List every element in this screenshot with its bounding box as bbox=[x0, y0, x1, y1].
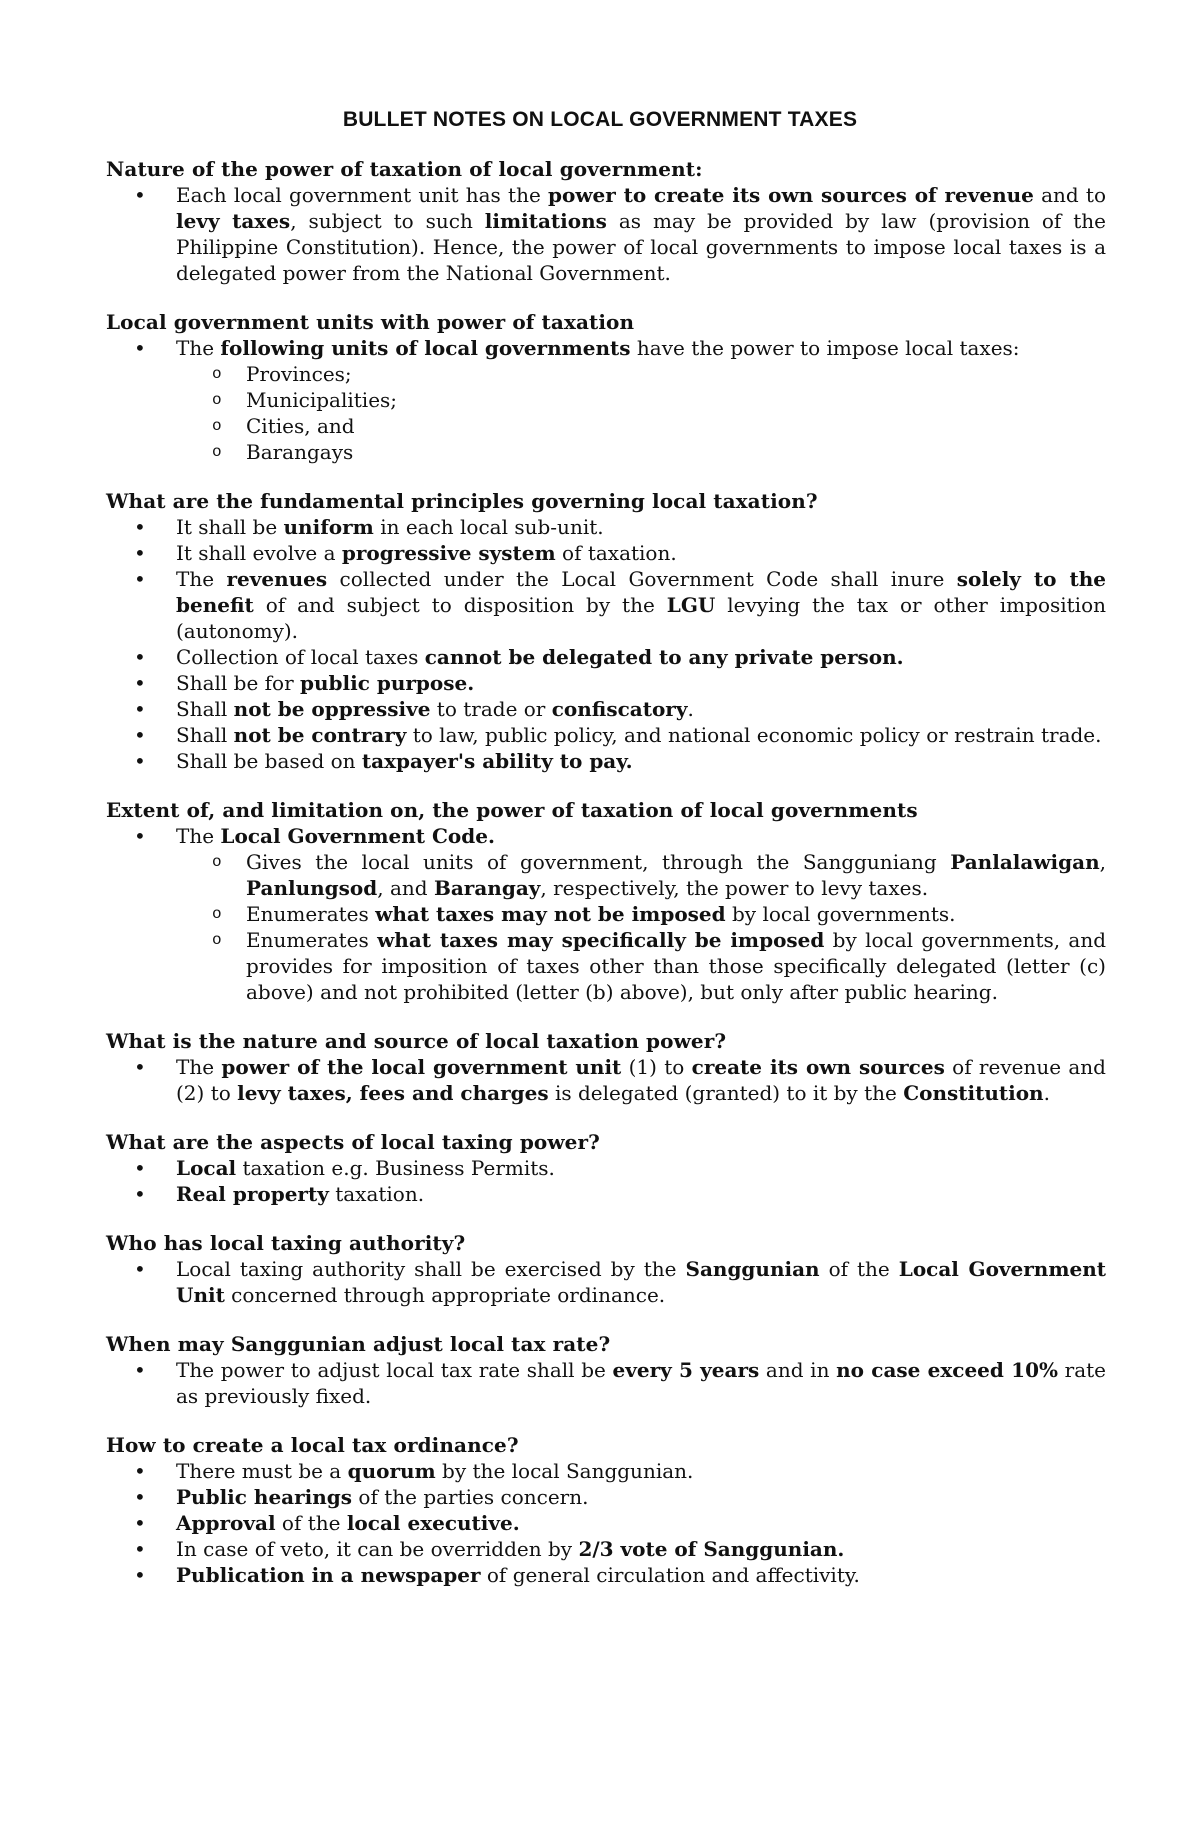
text-run: Shall bbox=[176, 723, 234, 747]
bold-run: Constitution bbox=[903, 1081, 1044, 1105]
text-run: , respectively, the power to levy taxes. bbox=[540, 876, 929, 900]
bullet-list bbox=[106, 514, 1106, 774]
text-run: and to bbox=[1033, 183, 1107, 207]
section-fundamental-principles bbox=[106, 488, 1106, 774]
section-heading: What are the fundamental principles governing local taxation? bbox=[106, 489, 818, 513]
text-run: The power to adjust local tax rate shall be bbox=[176, 1358, 613, 1382]
bold-run: what taxes may specifically be imposed bbox=[377, 928, 825, 952]
sub-list bbox=[176, 849, 1106, 1005]
text-run: Enumerates bbox=[246, 928, 378, 952]
bold-run: what taxes may not be imposed bbox=[375, 902, 726, 926]
text-run: rate as previously fixed. bbox=[176, 1358, 1107, 1408]
text-run: of and subject to disposition by the bbox=[253, 593, 667, 617]
section-heading: What is the nature and source of local taxation power? bbox=[106, 1029, 727, 1053]
text-run: to law, public policy, and national economic policy or restrain trade. bbox=[406, 723, 1102, 747]
bullet-item bbox=[106, 1562, 1106, 1588]
bold-run: power of the local government unit bbox=[221, 1055, 622, 1079]
bold-run: public purpose. bbox=[300, 671, 475, 695]
bold-run: limitations bbox=[484, 209, 607, 233]
text-run: The bbox=[176, 1055, 222, 1079]
sub-item bbox=[176, 901, 1106, 927]
section-extent-and-limitation bbox=[106, 797, 1106, 1005]
bold-run: uniform bbox=[283, 515, 374, 539]
section-heading: Extent of, and limitation on, the power of taxation of local governments bbox=[106, 798, 918, 822]
bold-run: create its own sources bbox=[691, 1055, 945, 1079]
text-run: of general circulation and affectivity. bbox=[480, 1563, 860, 1587]
bold-run: local executive. bbox=[346, 1511, 520, 1535]
bullet-list bbox=[106, 1054, 1106, 1106]
section-adjust-rate bbox=[106, 1331, 1106, 1409]
bullet-list bbox=[106, 182, 1106, 286]
text-run: as may be provided by law (provision of the Philippine Constitution). Hence, the power of local governments to impose local taxes is a delegated power from the National Government. bbox=[176, 209, 1106, 285]
sub-item: o Provinces; bbox=[176, 361, 1106, 387]
bullet-item bbox=[106, 540, 1106, 566]
bullet-item bbox=[106, 182, 1106, 286]
section-heading: How to create a local tax ordinance? bbox=[106, 1433, 519, 1457]
bullet-list bbox=[106, 335, 1106, 465]
bold-run: Local bbox=[176, 1156, 237, 1180]
sub-list bbox=[176, 361, 1106, 465]
bold-run: levy taxes, fees and charges bbox=[237, 1081, 549, 1105]
bold-run: Local Government Code. bbox=[220, 824, 495, 848]
text-run: Shall be based on bbox=[176, 749, 362, 773]
text-run: by local governments, and provides for imposition of taxes other than those specifically delegated (letter (c) above) and not prohibited (letter (b) above), but only after public hearing. bbox=[246, 928, 1106, 1004]
bullet-item bbox=[106, 1536, 1106, 1562]
section-heading: What are the aspects of local taxing power? bbox=[106, 1130, 600, 1154]
bullet-list bbox=[106, 1458, 1106, 1588]
bullet-item bbox=[106, 566, 1106, 644]
text-run: (1) to bbox=[621, 1055, 692, 1079]
text-run: Shall be for bbox=[176, 671, 301, 695]
text-run: by the local Sanggunian. bbox=[435, 1459, 694, 1483]
bullet-item bbox=[106, 335, 1106, 465]
bold-run: Public hearings bbox=[176, 1485, 353, 1509]
bold-run: quorum bbox=[347, 1459, 436, 1483]
bold-run: Barangay bbox=[433, 876, 541, 900]
bullet-item bbox=[106, 1181, 1106, 1207]
text-run: by local governments. bbox=[725, 902, 956, 926]
text-run: collected under the Local Government Code shall inure bbox=[327, 567, 957, 591]
bold-run: following units of local governments bbox=[220, 336, 631, 360]
text-run: taxation. bbox=[328, 1182, 425, 1206]
sub-item: o Municipalities; bbox=[176, 387, 1106, 413]
bullet-item bbox=[106, 722, 1106, 748]
bold-run: not be oppressive bbox=[233, 697, 431, 721]
text-run: The bbox=[176, 336, 221, 360]
bold-run: 2/3 vote of Sanggunian. bbox=[578, 1537, 845, 1561]
section-heading: When may Sanggunian adjust local tax rate? bbox=[106, 1332, 611, 1356]
bullet-item bbox=[106, 1357, 1106, 1409]
bullet-item bbox=[106, 748, 1106, 774]
bold-run: cannot be delegated to any private person. bbox=[424, 645, 904, 669]
bullet-item bbox=[106, 1054, 1106, 1106]
sub-item: o Cities, and bbox=[176, 413, 1106, 439]
bold-run: LGU bbox=[666, 593, 716, 617]
bullet-list bbox=[106, 1155, 1106, 1207]
bold-run: no case exceed 10% bbox=[836, 1358, 1058, 1382]
text-run: It shall be bbox=[176, 515, 284, 539]
section-create-ordinance bbox=[106, 1432, 1106, 1588]
section-heading: Who has local taxing authority? bbox=[106, 1231, 466, 1255]
text-run: Enumerates bbox=[246, 902, 376, 926]
bullet-item bbox=[106, 1484, 1106, 1510]
text-run: in each local sub-unit. bbox=[373, 515, 604, 539]
bold-run: taxpayer's ability to pay. bbox=[361, 749, 633, 773]
bold-run: Panlalawigan bbox=[950, 850, 1100, 874]
bullet-item bbox=[106, 1458, 1106, 1484]
text-run: The bbox=[176, 567, 227, 591]
bold-run: solely to the benefit bbox=[176, 567, 1106, 617]
text-run: of revenue and (2) to bbox=[176, 1055, 1106, 1105]
section-heading: Local government units with power of taxation bbox=[106, 310, 635, 334]
bullet-item bbox=[106, 1155, 1106, 1181]
text-run: Each local government unit has the bbox=[176, 183, 549, 207]
text-run: Local taxing authority shall be exercised by the bbox=[176, 1257, 686, 1281]
bullet-list bbox=[106, 1256, 1106, 1308]
text-run: , bbox=[1099, 850, 1106, 874]
text-run: Gives the local units of government, through the Sangguniang bbox=[246, 850, 951, 874]
bullet-item bbox=[106, 823, 1106, 1005]
sub-item bbox=[176, 849, 1106, 901]
bold-run: Panlungsod bbox=[246, 876, 378, 900]
bullet-item bbox=[106, 670, 1106, 696]
text-run: is delegated (granted) to it by the bbox=[548, 1081, 904, 1105]
section-nature-and-source bbox=[106, 1028, 1106, 1106]
text-run: There must be a bbox=[176, 1459, 348, 1483]
text-run: of the bbox=[819, 1257, 899, 1281]
bullet-list bbox=[106, 1357, 1106, 1409]
section-lgu-with-power bbox=[106, 309, 1106, 465]
bold-run: progressive system bbox=[341, 541, 556, 565]
text-run: , and bbox=[377, 876, 434, 900]
bold-run: power to create its own sources of revenue bbox=[548, 183, 1034, 207]
text-run: The bbox=[176, 824, 221, 848]
text-run: of the parties concern. bbox=[352, 1485, 589, 1509]
bullet-item bbox=[106, 1256, 1106, 1308]
text-run: Collection of local taxes bbox=[176, 645, 425, 669]
bullet-item bbox=[106, 1510, 1106, 1536]
section-heading: Nature of the power of taxation of local government: bbox=[106, 157, 703, 181]
bold-run: every 5 years bbox=[612, 1358, 760, 1382]
section-aspects bbox=[106, 1129, 1106, 1207]
bold-run: Approval bbox=[176, 1511, 276, 1535]
text-run: Shall bbox=[176, 697, 234, 721]
text-run: . bbox=[687, 697, 694, 721]
text-run: of the bbox=[275, 1511, 347, 1535]
bold-run: revenues bbox=[226, 567, 328, 591]
bold-run: Real property bbox=[176, 1182, 329, 1206]
section-nature-of-taxation bbox=[106, 156, 1106, 286]
text-run: In case of veto, it can be overridden by bbox=[176, 1537, 579, 1561]
bold-run: levy taxes bbox=[176, 209, 291, 233]
bullet-list bbox=[106, 823, 1106, 1005]
text-run: have the power to impose local taxes: bbox=[630, 336, 1020, 360]
sub-item bbox=[176, 927, 1106, 1005]
bold-run: Sanggunian bbox=[685, 1257, 820, 1281]
text-run: to trade or bbox=[430, 697, 552, 721]
bold-run: Local Government Unit bbox=[176, 1257, 1107, 1307]
text-run: concerned through appropriate ordinance. bbox=[224, 1283, 666, 1307]
sub-item: o Barangays bbox=[176, 439, 1106, 465]
text-run: of taxation. bbox=[555, 541, 677, 565]
bullet-item bbox=[106, 514, 1106, 540]
document-body bbox=[106, 156, 1106, 1611]
text-run: and in bbox=[759, 1358, 837, 1382]
section-taxing-authority bbox=[106, 1230, 1106, 1308]
bullet-item bbox=[106, 644, 1106, 670]
text-run: . bbox=[1043, 1081, 1050, 1105]
text-run: taxation e.g. Business Permits. bbox=[236, 1156, 555, 1180]
bold-run: confiscatory bbox=[551, 697, 688, 721]
page-title: BULLET NOTES ON LOCAL GOVERNMENT TAXES bbox=[342, 108, 858, 131]
bullet-item bbox=[106, 696, 1106, 722]
text-run: , subject to such bbox=[290, 209, 485, 233]
bold-run: not be contrary bbox=[233, 723, 407, 747]
text-run: levying the tax or other imposition (autonomy). bbox=[176, 593, 1107, 643]
text-run: It shall evolve a bbox=[176, 541, 342, 565]
bold-run: Publication in a newspaper bbox=[176, 1563, 481, 1587]
